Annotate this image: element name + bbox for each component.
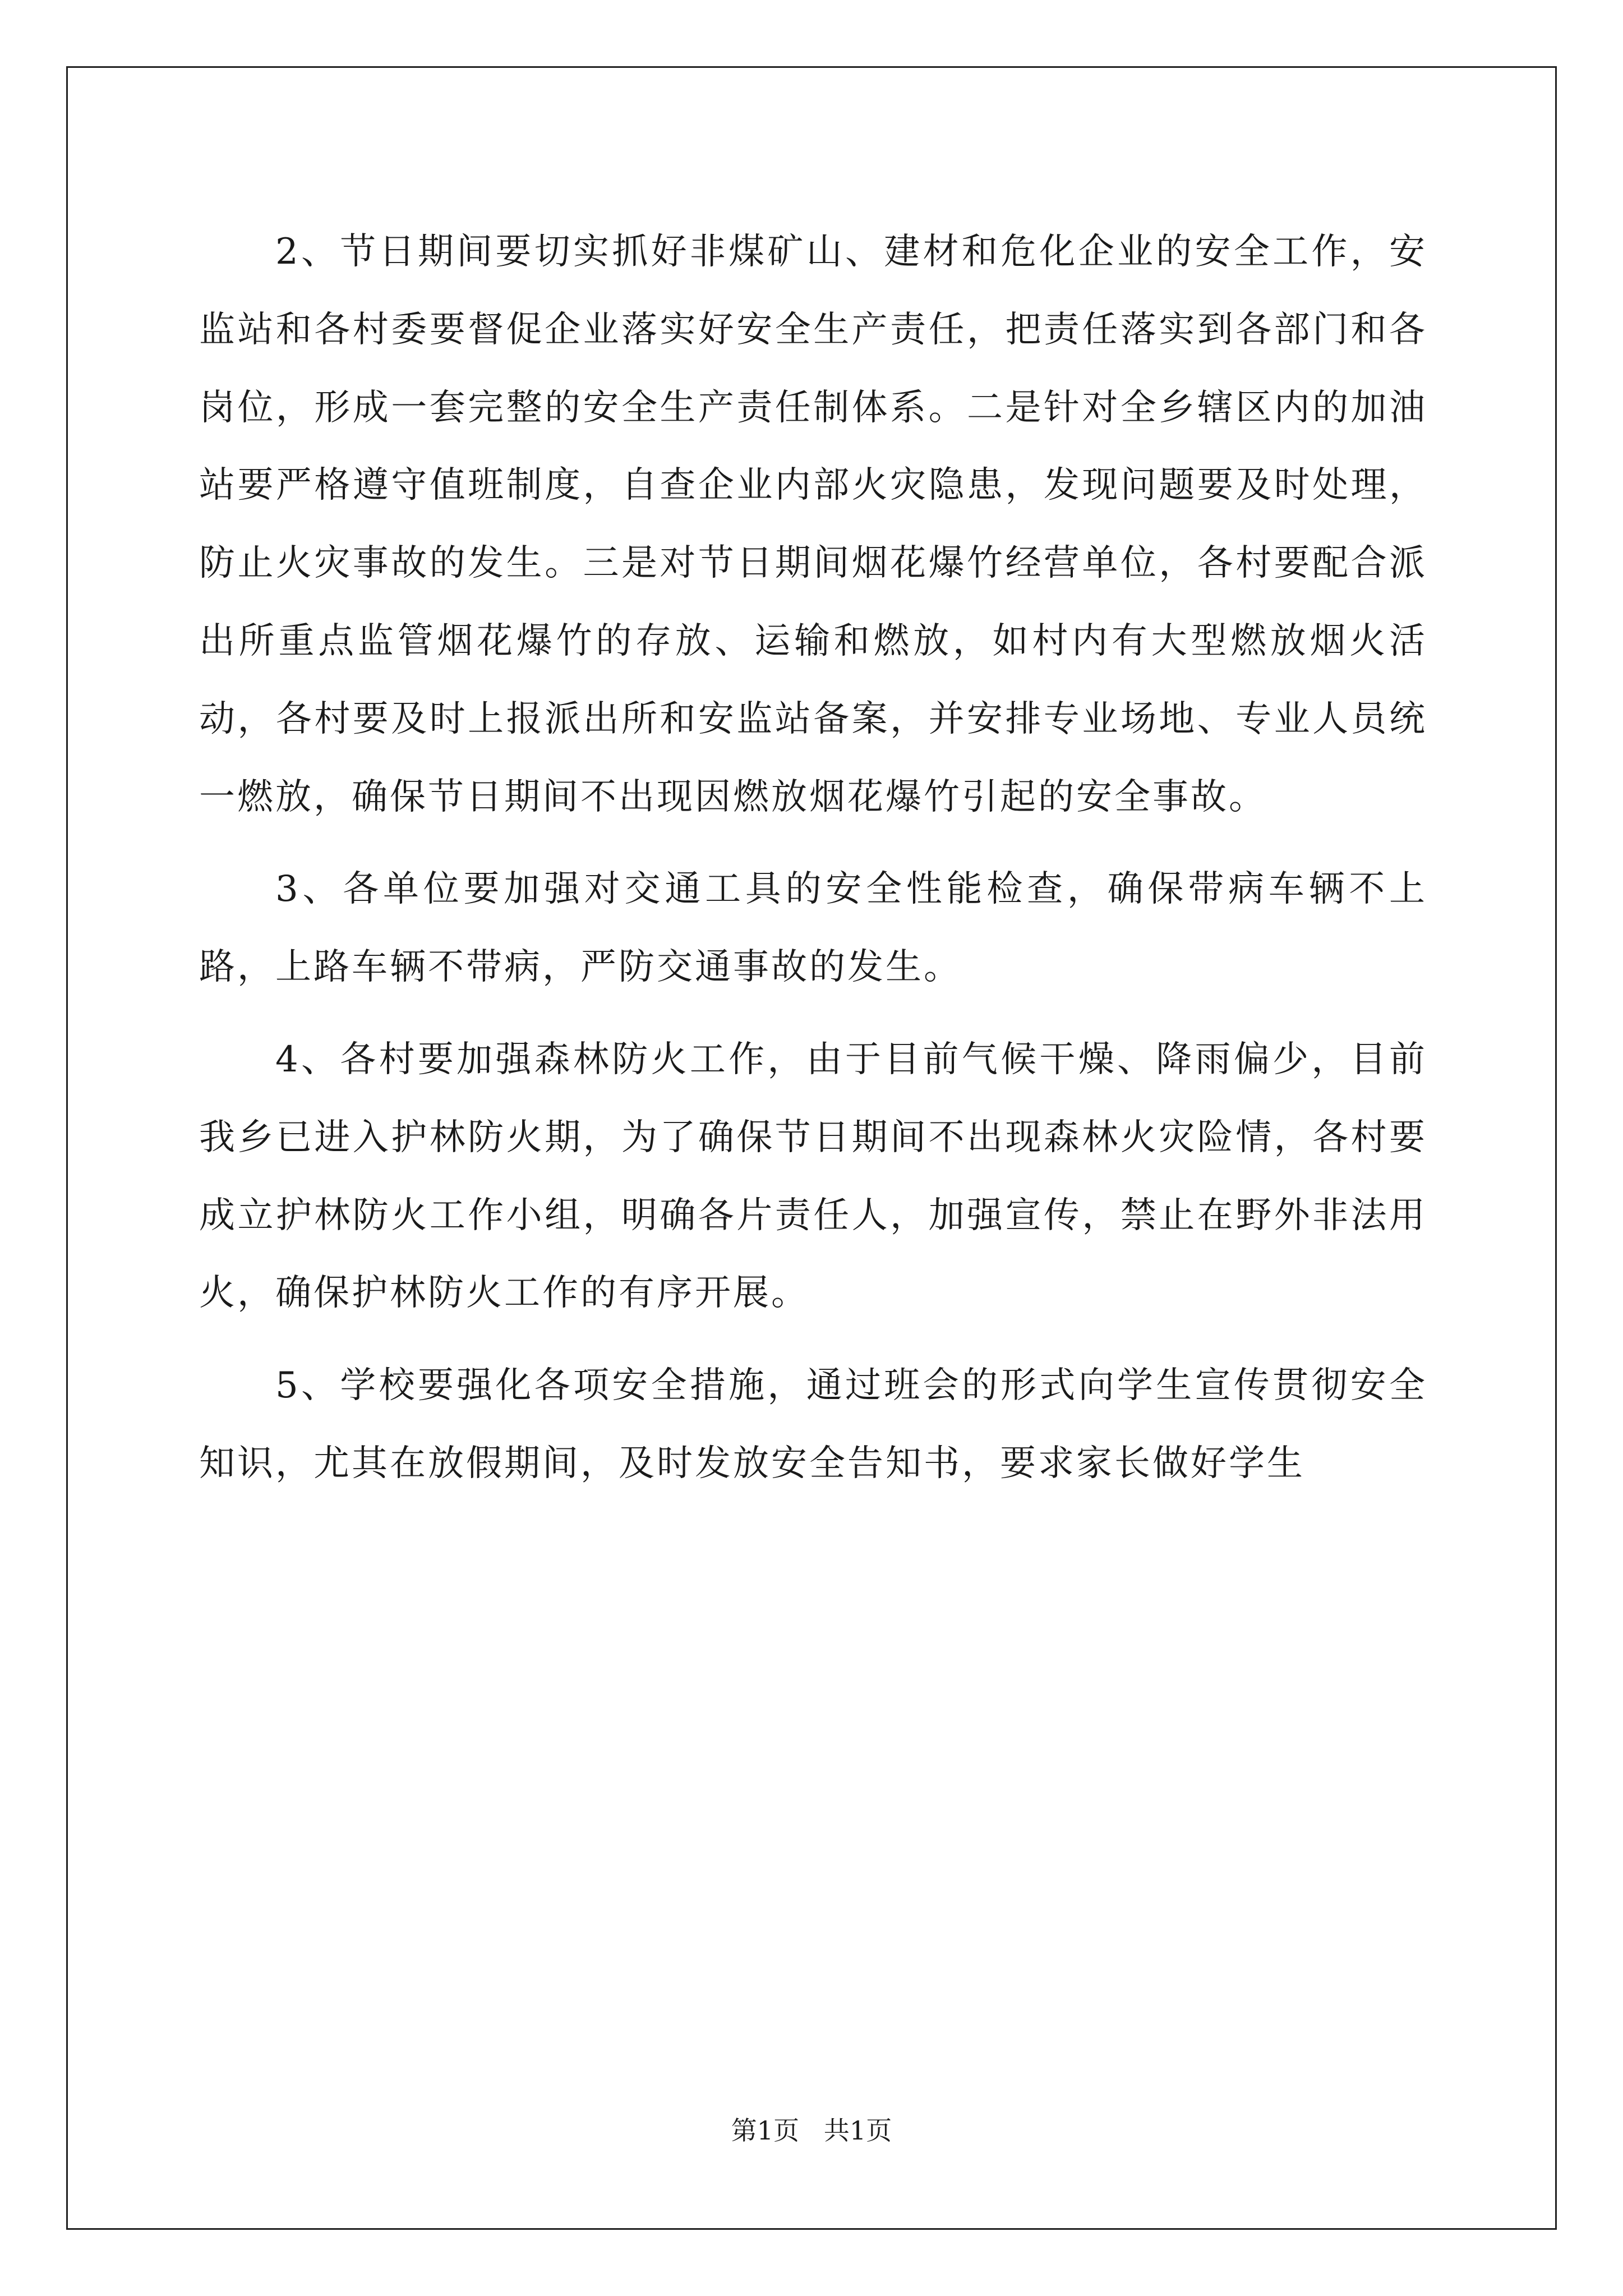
paragraph-item-4: 4、各村要加强森林防火工作，由于目前气候干燥、降雨偏少，目前我乡已进入护林防火期，为了确保节日期间不出现森林火灾险情，各村要成立护林防火工作小组，明确各片责任人，加强宣传，禁止在野外非法用火，确保护林防火工作的有序开展。 — [199, 1038, 1427, 1314]
document-body — [199, 213, 1427, 1517]
paragraph-item-2: 2、节日期间要切实抓好非煤矿山、建材和危化企业的安全工作，安监站和各村委要督促企业落实好安全生产责任，把责任落实到各部门和各岗位，形成一套完整的安全生产责任制体系。二是针对全乡辖区内的加油站要严格遵守值班制度，自查企业内部火灾隐患，发现问题要及时处理，防止火灾事故的发生。三是对节日期间烟花爆竹经营单位，各村要配合派出所重点监管烟花爆竹的存放、运输和燃放，如村内有大型燃放烟火活动，各村要及时上报派出所和安监站备案，并安排专业场地、专业人员统一燃放，确保节日期间不出现因燃放烟花爆竹引起的安全事故。 — [199, 231, 1427, 818]
paragraph-item-3: 3、各单位要加强对交通工具的安全性能检查，确保带病车辆不上路，上路车辆不带病，严防交通事故的发生。 — [199, 868, 1427, 988]
paragraph-item-5: 5、学校要强化各项安全措施，通过班会的形式向学生宣传贯彻安全知识，尤其在放假期间，及时发放安全告知书，要求家长做好学生 — [199, 1365, 1427, 1484]
page-footer: 第1页 共1页 — [731, 2115, 892, 2146]
